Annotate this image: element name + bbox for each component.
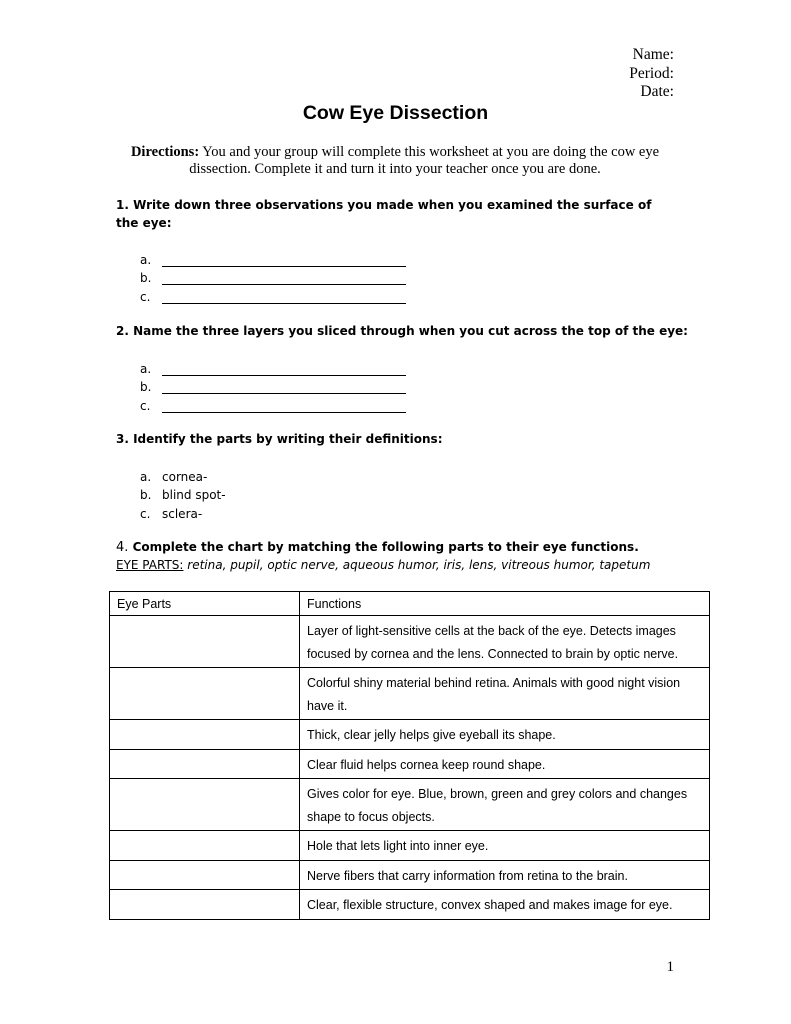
eye-parts-header: Eye Parts — [110, 592, 300, 616]
question-4-number: 4. — [116, 540, 129, 555]
answer-blank[interactable] — [162, 272, 406, 285]
function-cell: Hole that lets light into inner eye. — [300, 831, 710, 861]
name-label: Name: — [632, 46, 674, 63]
function-cell: Layer of light-sensitive cells at the back of the eye. Detects images focused by cornea and the lens. Connected to brain by optic nerve. — [300, 616, 710, 668]
eye-parts-label: EYE PARTS: — [116, 558, 184, 572]
item-text: blind spot- — [162, 488, 226, 502]
eye-part-cell[interactable] — [110, 749, 300, 779]
functions-header: Functions — [300, 592, 710, 616]
page-title: Cow Eye Dissection — [302, 102, 489, 124]
eye-part-cell[interactable] — [110, 668, 300, 720]
answer-blank[interactable] — [162, 400, 406, 413]
answer-blank[interactable] — [162, 291, 406, 304]
directions — [110, 144, 680, 178]
table-row — [110, 616, 710, 668]
eye-part-cell[interactable] — [110, 890, 300, 920]
function-cell: Colorful shiny material behind retina. Animals with good night vision have it. — [300, 668, 710, 720]
answer-letter: a. — [140, 252, 152, 267]
answer-row — [140, 285, 406, 304]
function-cell: Gives color for eye. Blue, brown, green and grey colors and changes shape to focus objects. — [300, 779, 710, 831]
answer-blank[interactable] — [162, 363, 406, 376]
table-row — [110, 831, 710, 861]
answer-blank[interactable] — [162, 254, 406, 267]
table-row — [110, 749, 710, 779]
page-number: 1 — [666, 959, 674, 975]
question-1-answers — [140, 248, 406, 304]
answer-letter: b. — [140, 271, 152, 285]
item-letter: c. — [140, 506, 151, 521]
question-3: 3. Identify the parts by writing their definitions: — [116, 432, 443, 446]
eye-part-cell[interactable] — [110, 616, 300, 668]
question-2: 2. Name the three layers you sliced through when you cut across the top of the eye: — [116, 324, 688, 338]
table-row — [110, 860, 710, 890]
function-cell: Thick, clear jelly helps give eyeball its shape. — [300, 720, 710, 750]
date-label: Date: — [640, 83, 674, 100]
eye-parts-line — [116, 556, 650, 574]
item-letter: a. — [140, 469, 152, 484]
item-text: cornea- — [162, 469, 208, 484]
answer-row — [140, 357, 406, 376]
item-letter: b. — [140, 488, 152, 502]
eye-part-cell[interactable] — [110, 779, 300, 831]
definition-item — [140, 465, 226, 484]
function-cell: Clear, flexible structure, convex shaped and makes image for eye. — [300, 890, 710, 920]
question-2-answers — [140, 357, 406, 413]
eye-parts-list: retina, pupil, optic nerve, aqueous humor, iris, lens, vitreous humor, tapetum — [183, 558, 651, 572]
answer-row — [140, 376, 406, 395]
period-label: Period: — [629, 64, 674, 82]
directions-text: You and your group will complete this worksheet at you are doing the cow eye dissection. Complete it and turn it into your teacher once you are done. — [189, 144, 660, 177]
eye-part-cell[interactable] — [110, 860, 300, 890]
function-cell: Clear fluid helps cornea keep round shape. — [300, 749, 710, 779]
answer-row — [140, 248, 406, 267]
definition-item — [140, 502, 226, 521]
table-row — [110, 668, 710, 720]
answer-blank[interactable] — [162, 381, 406, 394]
eye-functions-chart — [109, 591, 710, 920]
question-1: 1. Write down three observations you made when you examined the surface of the eye: — [116, 198, 652, 230]
answer-letter: a. — [140, 361, 152, 376]
answer-row — [140, 394, 406, 413]
eye-part-cell[interactable] — [110, 831, 300, 861]
table-row — [110, 779, 710, 831]
answer-row — [140, 267, 406, 286]
eye-part-cell[interactable] — [110, 720, 300, 750]
question-3-items — [140, 465, 226, 521]
table-row — [110, 890, 710, 920]
function-cell: Nerve fibers that carry information from retina to the brain. — [300, 860, 710, 890]
question-4 — [116, 538, 639, 557]
answer-letter: c. — [140, 398, 151, 413]
question-4-text: Complete the chart by matching the following parts to their eye functions. — [128, 540, 639, 554]
directions-label: Directions: — [130, 144, 200, 160]
table-row — [110, 720, 710, 750]
definition-item — [140, 484, 226, 503]
student-info-fields — [629, 46, 674, 102]
chart-header-row — [110, 592, 710, 616]
answer-letter: b. — [140, 380, 152, 394]
answer-letter: c. — [140, 289, 151, 304]
item-text: sclera- — [162, 506, 203, 521]
